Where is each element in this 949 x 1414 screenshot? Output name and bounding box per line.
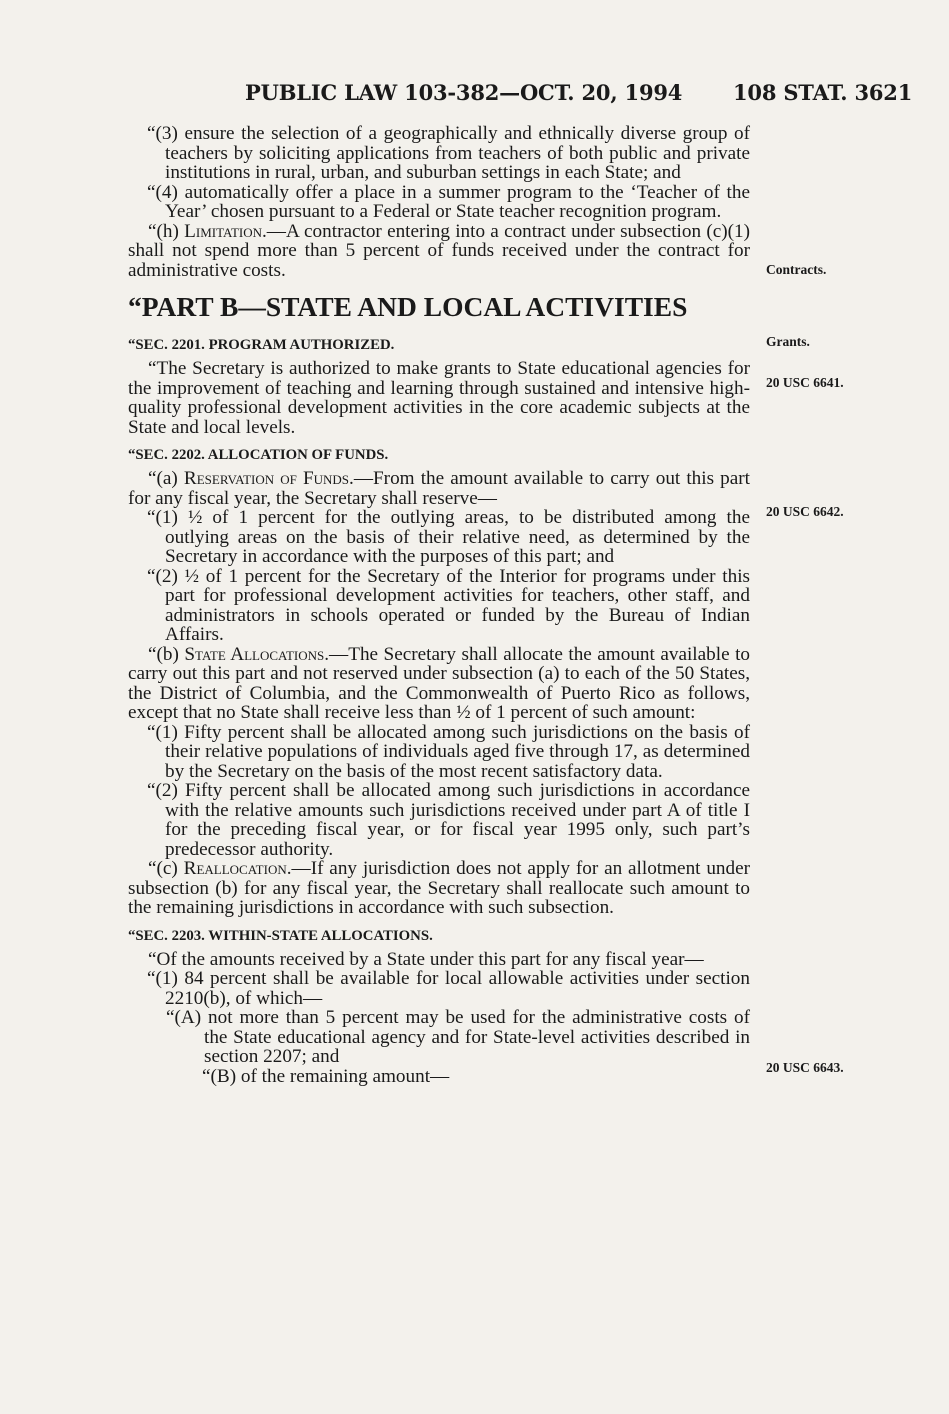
running-header-page-number: 108 STAT. 3621 xyxy=(733,80,913,105)
margin-note-contracts: Contracts. xyxy=(766,262,827,277)
paragraph-sA: “(A) not more than 5 percent may be used for the administrative costs of the State educational agency and for State-level activities described in section 2207; and xyxy=(166,1007,750,1067)
subsection-c-label: Reallocation xyxy=(183,858,287,879)
statute-body xyxy=(128,124,750,1086)
section-2203-heading: “SEC. 2203. WITHIN-STATE ALLOCATIONS. xyxy=(128,927,433,944)
paragraph-s1: “(1) 84 percent shall be available for local allowable activities under section 2210(b), of which— xyxy=(147,968,750,1009)
margin-note-grants: Grants. xyxy=(766,334,810,349)
margin-note-usc-6641: 20 USC 6641. xyxy=(766,375,844,390)
paragraph-b1: “(1) Fifty percent shall be allocated among such jurisdictions on the basis of their relative populations of individuals aged five through 17, as determined by the Secretary on the basis of the most recent satisfactory data. xyxy=(147,721,750,782)
paragraph-4: “(4) automatically offer a place in a summer program to the ‘Teacher of the Year’ chosen pursuant to a Federal or State teacher recognition program. xyxy=(147,181,750,222)
margin-note-usc-6642: 20 USC 6642. xyxy=(766,504,844,519)
running-header-title: PUBLIC LAW 103-382—OCT. 20, 1994 xyxy=(245,80,683,105)
part-heading: “PART B—STATE AND LOCAL ACTIVITIES xyxy=(128,291,688,322)
paragraph-3: “(3) ensure the selection of a geographically and ethnically diverse group of teachers by soliciting applications from teachers of both public and private institutions in rural, urban, and suburban settings in each State; and xyxy=(147,123,750,183)
subsection-a-label: Reservation of Funds xyxy=(183,468,350,489)
subsection-h-label: Limitation xyxy=(184,220,262,242)
subsection-b-label: State Allocations xyxy=(184,643,325,665)
paragraph-a1: “(1) ½ of 1 percent for the outlying areas, to be distributed among the outlying areas on the basis of their relative need, as determined by the Secretary in accordance with the purposes of this part; and xyxy=(147,507,750,567)
subsection-a-prefix: “(a) xyxy=(148,468,184,489)
subsection-h-prefix: “(h) xyxy=(148,220,185,242)
section-2202-heading: “SEC. 2202. ALLOCATION OF FUNDS. xyxy=(128,447,389,463)
paragraph-a2: “(2) ½ of 1 percent for the Secretary of the Interior for programs under this part for professional development activities for teachers, other staff, and administrators in schools operated or funded by the Bureau of Indian Affairs. xyxy=(147,565,750,645)
subsection-c-prefix: “(c) xyxy=(148,858,184,879)
subsection-a-text: .—From the amount available to carry out this part for any fiscal year, the Secretary shall reserve— xyxy=(128,468,750,509)
paragraph-b2: “(2) Fifty percent shall be allocated among such jurisdictions in accordance with the relative amounts such jurisdictions received under part A of title I for the preceding fiscal year, or for fiscal year 1995 only, such part’s predecessor authority. xyxy=(147,780,750,860)
subsection-c xyxy=(128,859,750,918)
section-2201-heading: “SEC. 2201. PROGRAM AUTHORIZED. xyxy=(128,337,395,353)
subsection-b-prefix: “(b) xyxy=(148,643,185,665)
margin-note-usc-6643: 20 USC 6643. xyxy=(766,1060,844,1075)
section-2201-text: “The Secretary is authorized to make grants to State educational agencies for the improvement of teaching and learning through sustained and intensive high-quality professional development activities in the core academic subjects at the State and local levels. xyxy=(128,358,750,438)
subsection-b-text: .—The Secretary shall allocate the amount available to carry out this part and not reserved under subsection (a) to each of the 50 States, the District of Columbia, and the Commonwealth of Puerto Rico as follows, except that no State shall receive less than ½ of 1 percent of such amount: xyxy=(128,643,750,723)
section-2203-text: “Of the amounts received by a State under this part for any fiscal year— xyxy=(148,948,704,970)
subsection-b xyxy=(128,645,750,723)
paragraph-sB: “(B) of the remaining amount— xyxy=(202,1065,450,1087)
subsection-h-text: .—A contractor entering into a contract under subsection (c)(1) shall not spend more than 5 percent of funds received under the contract for administrative costs. xyxy=(128,220,751,281)
subsection-c-text: .—If any jurisdiction does not apply for an allotment under subsection (b) for any fiscal year, the Secretary shall reallocate such amount to the remaining jurisdictions in accordance with such subsection. xyxy=(128,858,751,918)
subsection-a xyxy=(128,469,750,508)
subsection-h xyxy=(128,222,750,281)
